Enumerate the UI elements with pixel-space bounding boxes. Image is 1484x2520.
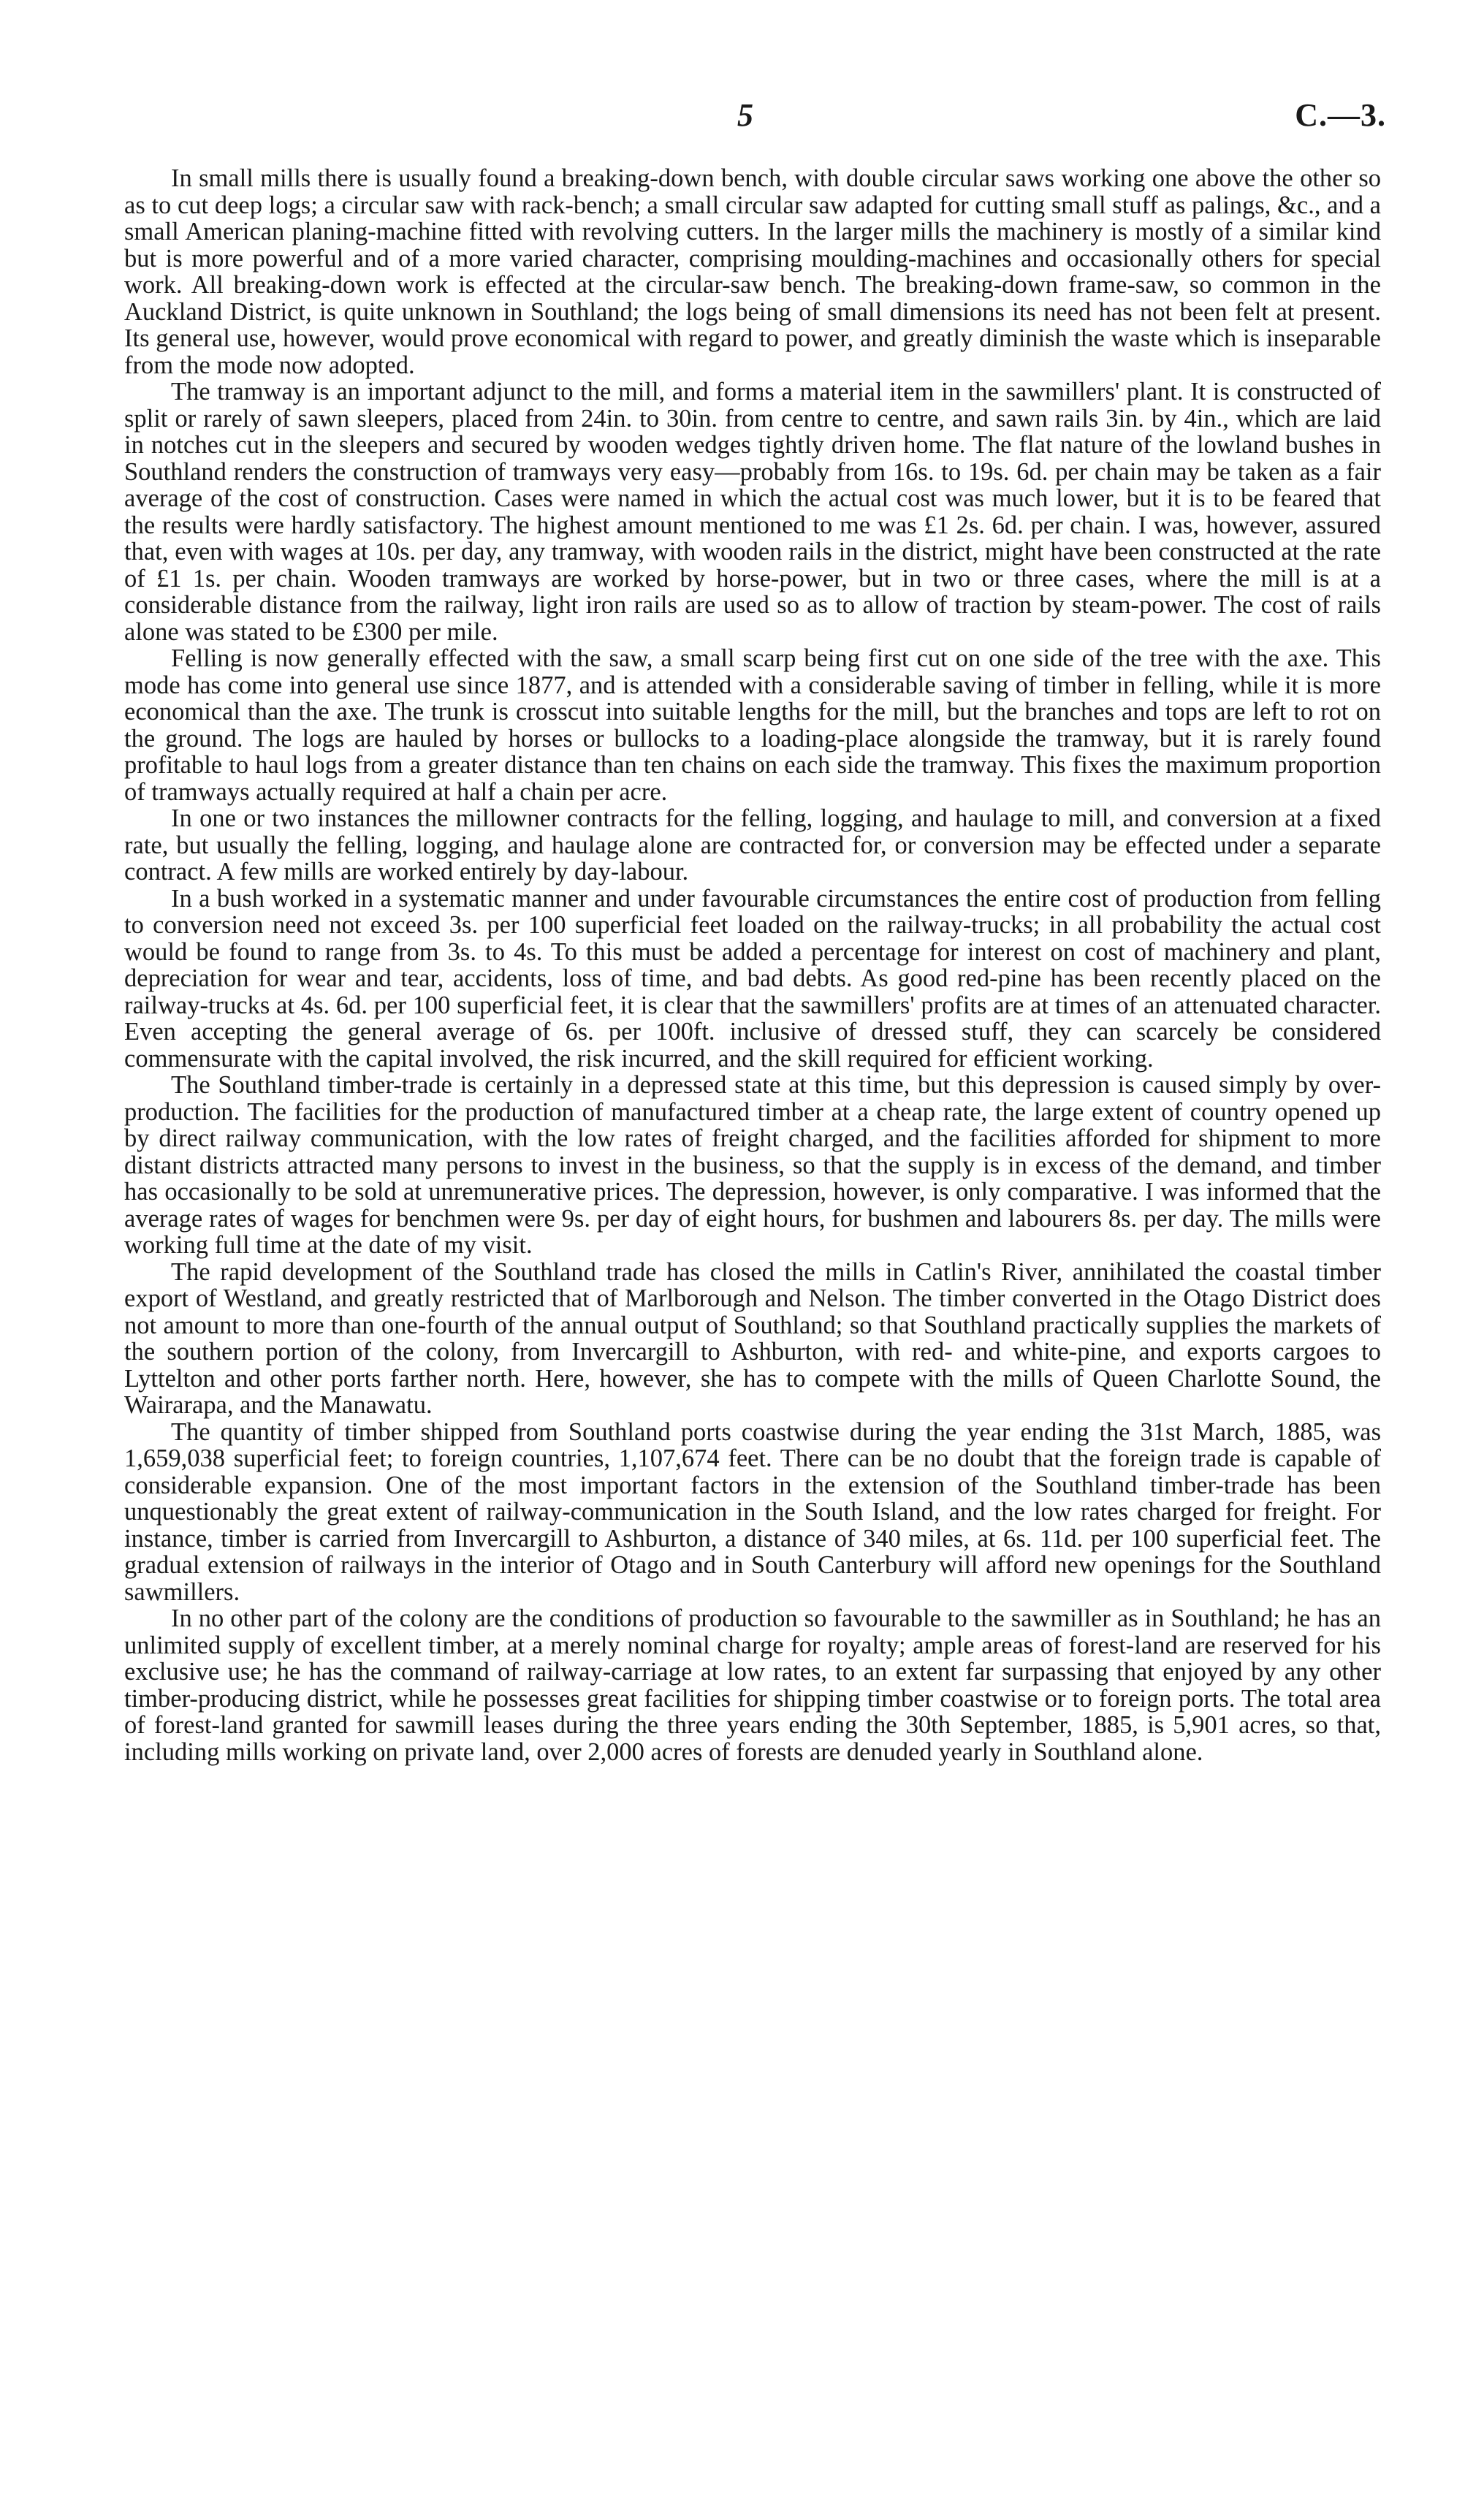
paragraph-felling: Felling is now generally effected with the saw, a small scarp being first cut on one side of the tree with the axe. This mode has come into general use since 1877, and is attended with a considerable saving of timber in felling, while it is more economical than the axe. The trunk is crosscut into suitable lengths for the mill, but the branches and tops are left to rot on the ground. The logs are hauled by horses or bullocks to a loading-place alongside the tramway, but it is rarely found profitable to haul logs from a greater distance than ten chains on each side the tramway. This fixes the maximum proportion of tramways actually required at half a chain per acre. — [124, 644, 1381, 806]
paragraph-contracts: In one or two instances the millowner contracts for the felling, logging, and haulage to mill, and conversion at a fixed rate, but usually the felling, logging, and haulage alone are contracted for, or conversion may be effected under a separate contract. A few mills are worked entirely by day-labour. — [124, 804, 1381, 886]
paragraph-trade-development: The rapid development of the Southland trade has closed the mills in Catlin's River, annihilated the coastal timber export of Westland, and greatly restricted that of Marlborough and Nelson. The timber converted in the Otago District does not amount to more than one-fourth of the annual output of Southland; so that Southland practically supplies the markets of the southern portion of the colony, from Invercargill to Ashburton, with red- and white-pine, and exports cargoes to Lyttelton and other ports farther north. Here, however, she has to compete with the mills of Queen Charlotte Sound, the Wairarapa, and the Manawatu. — [124, 1257, 1381, 1419]
paragraph-shipments: The quantity of timber shipped from Southland ports coastwise during the year ending the 31st March, 1885, was 1,659,038 superficial feet; to foreign countries, 1,107,674 feet. There can be no doubt that the foreign trade is capable of considerable expansion. One of the most important factors in the extension of the Southland timber-trade has been unquestionably the great extent of railway-communication in the South Island, and the low rates charged for freight. For instance, timber is carried from Invercargill to Ashburton, a distance of 340 miles, at 6s. 11d. per 100 superficial feet. The gradual extension of railways in the interior of Otago and in South Canterbury will afford new openings for the Southland sawmillers. — [124, 1417, 1381, 1606]
document-reference: C.—3. — [1295, 97, 1386, 133]
paragraph-production-cost: In a bush worked in a systematic manner and under favourable circumstances the entire cost of production from felling to conversion need not exceed 3s. per 100 superficial feet loaded on the railway-trucks; in all probability the actual cost would be found to range from 3s. to 4s. To this must be added a percentage for interest on cost of machinery and plant, depreciation for wear and tear, accidents, loss of time, and bad debts. As good red-pine has been recently placed on the railway-trucks at 4s. 6d. per 100 superficial feet, it is clear that the sawmillers' profits are at times of an attenuated character. Even accepting the general average of 6s. per 100ft. inclusive of dressed stuff, they can scarcely be considered commensurate with the capital involved, the risk incurred, and the skill required for efficient working. — [124, 884, 1381, 1073]
page-number: 5 — [737, 97, 753, 133]
paragraph-mill-machinery: In small mills there is usually found a breaking-down bench, with double circular saws working one above the other so as to cut deep logs; a circular saw with rack-bench; a small circular saw adapted for cutting small stuff as palings, &c., and a small American planing-machine fitted with revolving cutters. In the larger mills the machinery is mostly of a similar kind but is more powerful and of a more varied character, comprising moulding-machines and occasionally others for special work. All breaking-down work is effected at the circular-saw bench. The breaking-down frame-saw, so common in the Auckland District, is quite unknown in Southland; the logs being of small dimensions its need has not been felt at present. Its general use, however, would prove economical with regard to power, and greatly diminish the waste which is inseparable from the mode now adopted. — [124, 164, 1381, 379]
body-text — [124, 165, 1381, 1765]
paragraph-timber-trade-depression: The Southland timber-trade is certainly in a depressed state at this time, but this depression is caused simply by over-production. The facilities for the production of manufactured timber at a cheap rate, the large extent of country opened up by direct railway communication, with the low rates of freight charged, and the facilities afforded for shipment to more distant districts attracted many persons to invest in the business, so that the supply is in excess of the demand, and timber has occasionally to be sold at unremunerative prices. The depression, however, is only comparative. I was informed that the average rates of wages for benchmen were 9s. per day of eight hours, for bushmen and labourers 8s. per day. The mills were working full time at the date of my visit. — [124, 1071, 1381, 1259]
paragraph-tramway: The tramway is an important adjunct to the mill, and forms a material item in the sawmillers' plant. It is constructed of split or rarely of sawn sleepers, placed from 24in. to 30in. from centre to centre, and sawn rails 3in. by 4in., which are laid in notches cut in the sleepers and secured by wooden wedges tightly driven home. The flat nature of the lowland bushes in Southland renders the construction of tramways very easy—probably from 16s. to 19s. 6d. per chain may be taken as a fair average of the cost of construction. Cases were named in which the actual cost was much lower, but it is to be feared that the results were hardly satisfactory. The highest amount mentioned to me was £1 2s. 6d. per chain. I was, however, assured that, even with wages at 10s. per day, any tramway, with wooden rails in the district, might have been constructed at the rate of £1 1s. per chain. Wooden tramways are worked by horse-power, but in two or three cases, where the mill is at a considerable distance from the railway, light iron rails are used so as to allow of traction by steam-power. The cost of rails alone was stated to be £300 per mile. — [124, 378, 1381, 646]
paragraph-conditions-of-production: In no other part of the colony are the conditions of production so favourable to the sawmiller as in Southland; he has an unlimited supply of excellent timber, at a merely nominal charge for royalty; ample areas of forest-land are reserved for his exclusive use; he has the command of railway-carriage at low rates, to an extent far surpassing that enjoyed by any other timber-producing district, while he possesses great facilities for shipping timber coastwise or to foreign ports. The total area of forest-land granted for sawmill leases during the three years ending the 30th September, 1885, is 5,901 acres, so that, including mills working on private land, over 2,000 acres of forests are denuded yearly in Southland alone. — [124, 1604, 1381, 1766]
